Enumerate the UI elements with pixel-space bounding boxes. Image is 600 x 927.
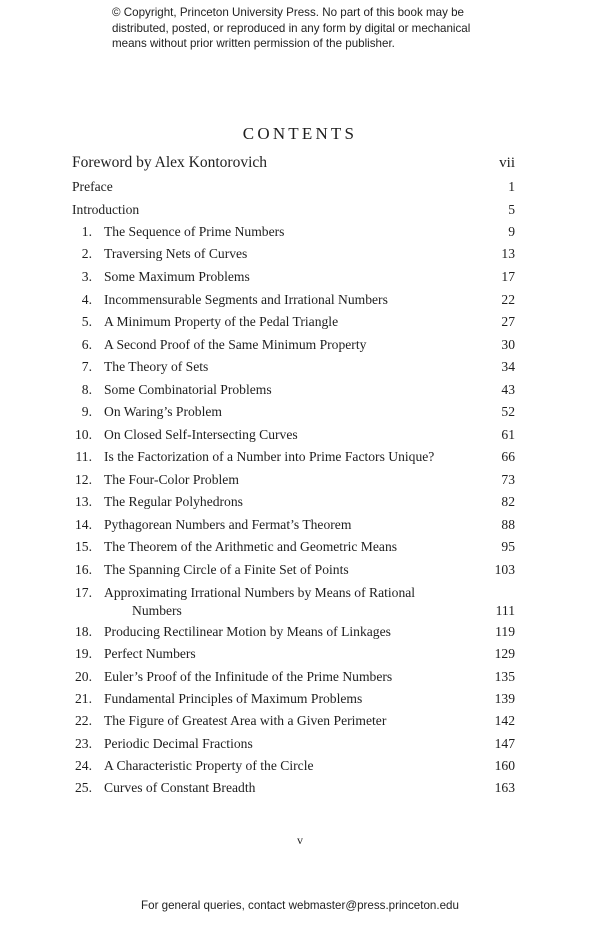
- toc-entry-number: 15.: [75, 539, 92, 554]
- toc-entry: [0, 494, 600, 514]
- toc-entry-title: Pythagorean Numbers and Fermat’s Theorem: [104, 517, 352, 532]
- toc-entry: [0, 646, 600, 666]
- toc-entry: [0, 472, 600, 492]
- toc-entry-title: Fundamental Principles of Maximum Problems: [104, 691, 363, 706]
- toc-entry-preface: [0, 179, 600, 199]
- toc-entry: [0, 713, 600, 733]
- toc-entry-page: 13: [501, 246, 515, 261]
- toc-entry-page: 147: [494, 736, 515, 751]
- toc-entry-number: 24.: [75, 758, 92, 773]
- toc-entry-number: 5.: [81, 314, 92, 329]
- toc-entry-number: 8.: [81, 382, 92, 397]
- toc-entry: [0, 314, 600, 334]
- toc-entry-number: 3.: [81, 269, 92, 284]
- page-title: CONTENTS: [242, 124, 358, 143]
- toc-entry-title: Introduction: [72, 202, 140, 217]
- toc-entry-page: 52: [501, 404, 515, 419]
- toc-entry-page: 73: [501, 472, 515, 487]
- toc-entry-title: Curves of Constant Breadth: [104, 780, 256, 795]
- toc-entry-title: Periodic Decimal Fractions: [104, 736, 253, 751]
- toc-entry-title: Producing Rectilinear Motion by Means of Linkages: [104, 624, 391, 639]
- toc-entry-page: 129: [494, 646, 515, 661]
- toc-entry-number: 21.: [75, 691, 92, 706]
- toc-entry-number: 14.: [75, 517, 92, 532]
- toc-entry-title: Approximating Irrational Numbers by Means of Rational: [104, 585, 416, 600]
- toc-entry-title: A Characteristic Property of the Circle: [104, 758, 314, 773]
- toc-entry-title: The Spanning Circle of a Finite Set of Points: [104, 562, 349, 577]
- toc-entry-number: 23.: [75, 736, 92, 751]
- footer-contact: For general queries, contact webmaster@press.princeton.edu: [141, 899, 459, 912]
- toc-entry-page: 139: [494, 691, 515, 706]
- toc-entry-page: 30: [501, 337, 515, 352]
- toc-entry: [0, 427, 600, 447]
- toc-entry-number: 6.: [81, 337, 92, 352]
- toc-entry-title: Preface: [72, 179, 113, 194]
- toc-entry-number: 4.: [81, 292, 92, 307]
- toc-entry: [0, 337, 600, 357]
- toc-entry-page: vii: [499, 155, 515, 171]
- toc-entry-page: 1: [508, 179, 515, 194]
- toc-entry-number: 7.: [81, 359, 92, 374]
- toc-entry: [0, 758, 600, 778]
- toc-entry-title: Some Maximum Problems: [104, 269, 250, 284]
- toc-entry-title: Traversing Nets of Curves: [104, 246, 248, 261]
- toc-entry: [0, 449, 600, 469]
- toc-entry-page: 119: [495, 624, 515, 639]
- toc-entry-title: Is the Factorization of a Number into Prime Factors Unique?: [104, 449, 435, 464]
- toc-entry: [0, 562, 600, 582]
- toc-entry-title: Perfect Numbers: [104, 646, 196, 661]
- toc-entry-page: 88: [501, 517, 515, 532]
- toc-entry-number: 1.: [81, 224, 92, 239]
- toc-entry-page: 61: [501, 427, 515, 442]
- toc-entry-number: 20.: [75, 669, 92, 684]
- toc-entry: [0, 780, 600, 800]
- toc-entry: [0, 404, 600, 424]
- toc-entry-title: On Closed Self-Intersecting Curves: [104, 427, 298, 442]
- toc-entry-page: 27: [501, 314, 515, 329]
- toc-entry-title: The Four-Color Problem: [104, 472, 239, 487]
- toc-entry-number: 19.: [75, 646, 92, 661]
- toc-entry-page: 22: [501, 292, 515, 307]
- toc-entry-number: 25.: [75, 780, 92, 795]
- toc-entry-title: Some Combinatorial Problems: [104, 382, 272, 397]
- toc-entry: [0, 224, 600, 244]
- toc-entry: [0, 624, 600, 644]
- toc-entry-title: On Waring’s Problem: [104, 404, 222, 419]
- copyright-line: distributed, posted, or reproduced in any form by digital or mechanical: [112, 21, 471, 35]
- toc-entry-title: A Second Proof of the Same Minimum Property: [104, 337, 367, 352]
- toc-entry: [0, 736, 600, 756]
- toc-entry-title: A Minimum Property of the Pedal Triangle: [104, 314, 339, 329]
- toc-entry: [0, 517, 600, 537]
- copyright-line: means without prior written permission of the publisher.: [112, 37, 395, 50]
- toc-entry: [0, 359, 600, 379]
- toc-entry-title: The Theory of Sets: [104, 359, 209, 374]
- toc-entry-title: The Regular Polyhedrons: [104, 494, 243, 509]
- toc-entry-title: Incommensurable Segments and Irrational Numbers: [104, 292, 388, 307]
- toc-entry: [0, 691, 600, 711]
- toc-entry-page: 17: [501, 269, 515, 284]
- toc-entry-title: Euler’s Proof of the Infinitude of the Prime Numbers: [104, 669, 393, 684]
- toc-entry: [0, 246, 600, 266]
- toc-entry-page: 82: [501, 494, 515, 509]
- toc-entry-page: 66: [501, 449, 515, 464]
- toc-entry: [0, 382, 600, 402]
- toc-entry-number: 2.: [81, 246, 92, 261]
- toc-entry-number: 12.: [75, 472, 92, 487]
- page-number: v: [297, 833, 303, 847]
- toc-entry-number: 13.: [75, 494, 92, 509]
- toc-entry-page: 103: [494, 562, 515, 577]
- toc-entry-page: 111: [495, 603, 515, 618]
- toc-entry: [0, 269, 600, 289]
- copyright-line: © Copyright, Princeton University Press. No part of this book may be: [112, 6, 464, 19]
- toc-entry-page: 163: [494, 780, 515, 795]
- toc-entry-number: 17.: [75, 585, 92, 600]
- toc-entry-number: 11.: [75, 449, 92, 464]
- toc-entry-number: 10.: [75, 427, 92, 442]
- toc-entry-page: 34: [501, 359, 515, 374]
- toc-entry: [0, 669, 600, 689]
- toc-entry-title: The Sequence of Prime Numbers: [104, 224, 285, 239]
- toc-entry-page: 43: [501, 382, 515, 397]
- toc-entry-page: 95: [501, 539, 515, 554]
- toc-entry-page: 142: [494, 713, 515, 728]
- toc-entry-number: 9.: [81, 404, 92, 419]
- toc-entry-title: The Theorem of the Arithmetic and Geometric Means: [104, 539, 398, 554]
- toc-entry: [0, 585, 600, 625]
- toc-entry-number: 16.: [75, 562, 92, 577]
- toc-entry: [0, 292, 600, 312]
- toc-entry-page: 9: [508, 224, 515, 239]
- toc-entry-foreword: [0, 156, 600, 176]
- toc-entry-title: Foreword by Alex Kontorovich: [72, 154, 268, 171]
- toc-entry-page: 5: [508, 202, 515, 217]
- toc-entry-page: 160: [494, 758, 515, 773]
- toc-entry-page: 135: [494, 669, 515, 684]
- toc-entry: [0, 539, 600, 559]
- toc-entry-title: The Figure of Greatest Area with a Given Perimeter: [104, 713, 387, 728]
- toc-entry-number: 22.: [75, 713, 92, 728]
- toc-entry-introduction: [0, 202, 600, 222]
- toc-entry-title-continuation: Numbers: [132, 603, 182, 618]
- toc-entry-number: 18.: [75, 624, 92, 639]
